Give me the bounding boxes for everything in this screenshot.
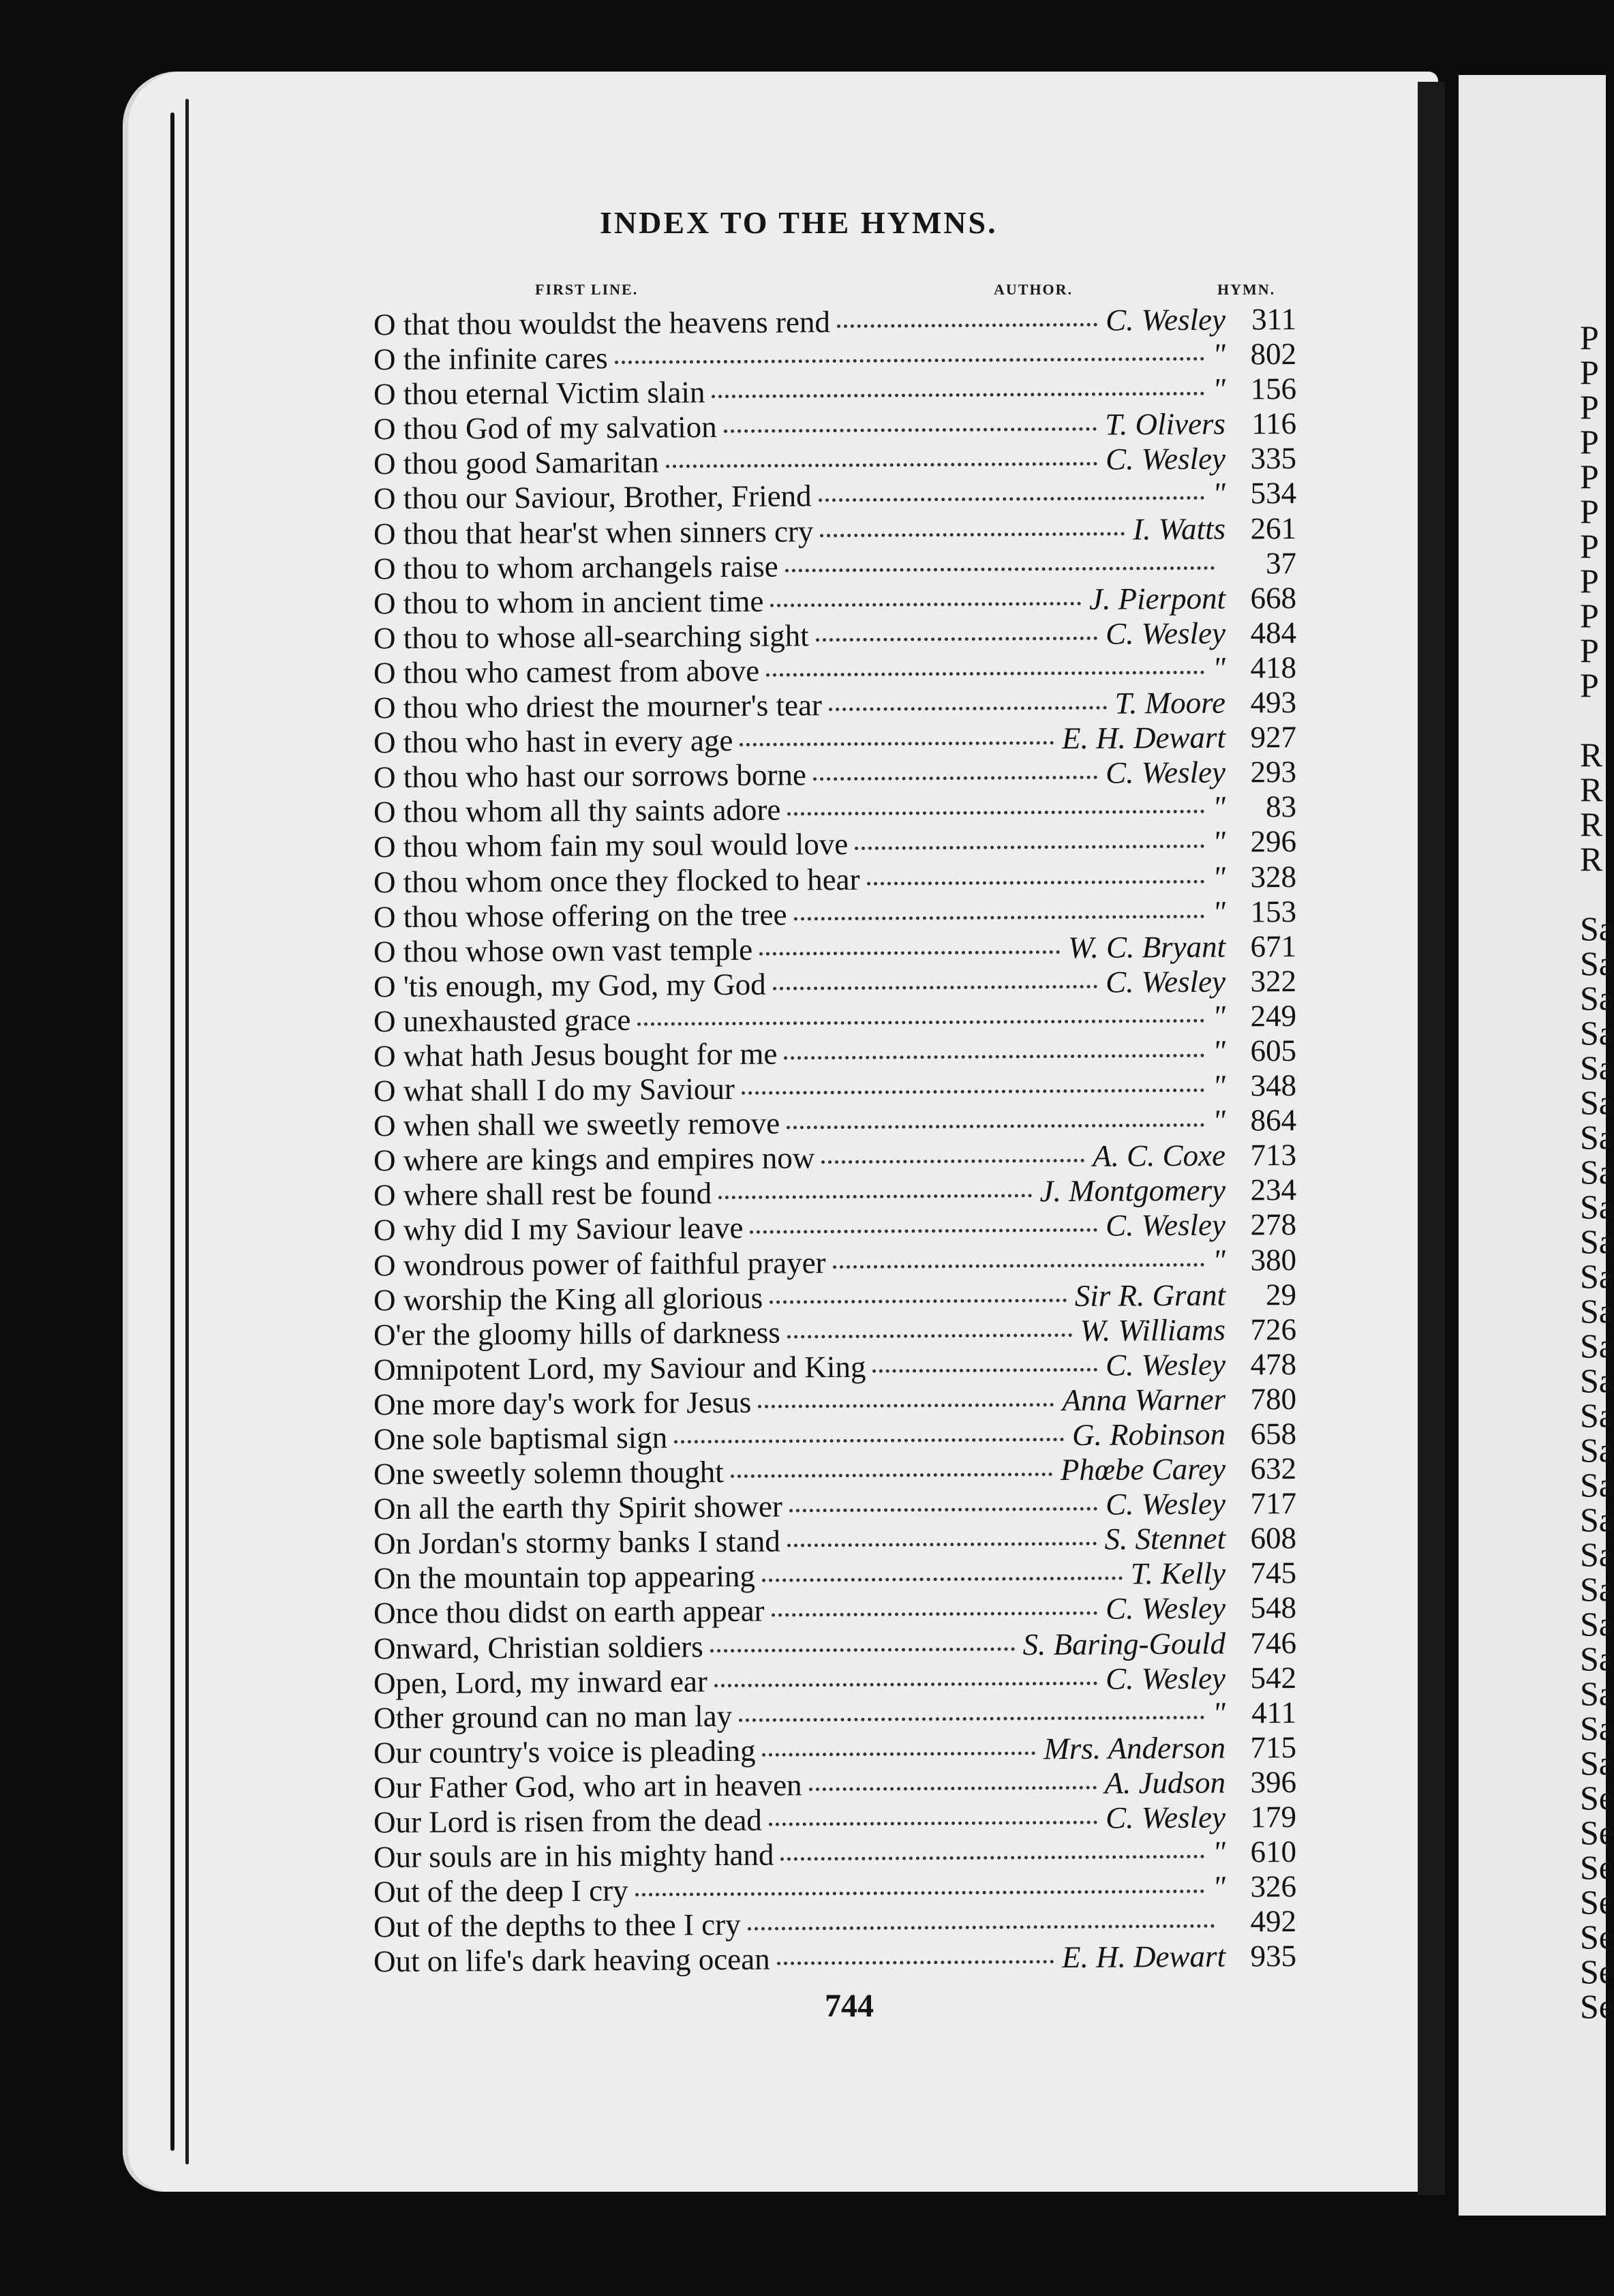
hymn-first-line: O where shall rest be found bbox=[373, 1176, 712, 1213]
hymn-number: 478 bbox=[1250, 1346, 1297, 1382]
hymn-author: " bbox=[1212, 1869, 1226, 1904]
hymn-first-line: One sweetly solemn thought bbox=[373, 1455, 724, 1492]
hymn-number: 668 bbox=[1250, 580, 1297, 616]
facing-page-letter: P bbox=[1580, 631, 1599, 669]
leader-dots bbox=[816, 637, 1097, 642]
column-header-hymn: HYMN. bbox=[1217, 281, 1276, 298]
index-row bbox=[374, 1312, 1314, 1353]
hymn-number: 293 bbox=[1250, 755, 1297, 789]
facing-page-letters bbox=[1580, 320, 1614, 2024]
hymn-number: 296 bbox=[1250, 824, 1297, 859]
index-row bbox=[374, 893, 1314, 934]
hymn-number: 726 bbox=[1250, 1312, 1297, 1347]
hymn-author: Phœbe Carey bbox=[1060, 1451, 1226, 1487]
hymn-number: 717 bbox=[1250, 1486, 1297, 1521]
hymn-author: " bbox=[1212, 789, 1226, 825]
hymn-number: 802 bbox=[1250, 337, 1297, 372]
index-row bbox=[374, 580, 1314, 621]
hymn-author: J. Montgomery bbox=[1039, 1173, 1226, 1209]
leader-dots bbox=[748, 1924, 1215, 1931]
index-row bbox=[374, 1241, 1314, 1282]
hymn-first-line: O the infinite cares bbox=[373, 341, 608, 377]
leader-dots bbox=[855, 845, 1204, 850]
hymn-first-line: O thou whose offering on the tree bbox=[373, 897, 787, 934]
leader-dots bbox=[789, 1507, 1097, 1513]
hymn-number: 713 bbox=[1250, 1138, 1297, 1173]
index-row bbox=[374, 1451, 1314, 1492]
index-row bbox=[374, 1834, 1314, 1875]
hymn-author: C. Wesley bbox=[1106, 1661, 1226, 1696]
facing-page-letter: Se bbox=[1580, 1883, 1614, 1921]
index-row bbox=[374, 754, 1314, 795]
hymn-author: Anna Warner bbox=[1062, 1382, 1226, 1417]
facing-page-letter: Se bbox=[1580, 1813, 1614, 1852]
facing-page-letter: Sa bbox=[1580, 1188, 1614, 1226]
index-row bbox=[374, 475, 1314, 516]
hymn-number: 328 bbox=[1250, 859, 1297, 894]
facing-page-letter: Sa bbox=[1580, 1048, 1614, 1087]
index-row bbox=[374, 510, 1314, 551]
hymn-author: Sir R. Grant bbox=[1074, 1278, 1226, 1313]
index-row bbox=[374, 963, 1314, 1004]
index-row bbox=[374, 1033, 1314, 1074]
hymn-author: E. H. Dewart bbox=[1061, 1939, 1226, 1975]
index-row bbox=[374, 1346, 1314, 1387]
hymn-first-line: Out on life's dark heaving ocean bbox=[373, 1942, 770, 1979]
index-row bbox=[374, 1102, 1314, 1143]
leader-dots bbox=[821, 1159, 1084, 1164]
facing-page-letter: Sa bbox=[1580, 1222, 1614, 1260]
hymn-first-line: O thou whom all thy saints adore bbox=[373, 792, 781, 830]
facing-page-letter: R bbox=[1580, 736, 1603, 774]
leader-dots bbox=[769, 1821, 1097, 1826]
hymn-number: 335 bbox=[1250, 441, 1297, 476]
index-row bbox=[374, 615, 1314, 656]
index-row bbox=[374, 1729, 1314, 1770]
hymn-author: T. Kelly bbox=[1130, 1556, 1226, 1591]
facing-page-letter: P bbox=[1580, 596, 1599, 635]
hymn-first-line: O why did I my Saviour leave bbox=[373, 1211, 744, 1248]
hymn-author: C. Wesley bbox=[1106, 964, 1226, 999]
leader-dots bbox=[787, 1542, 1097, 1547]
facing-page-letter: Se bbox=[1580, 1779, 1614, 1817]
leader-dots bbox=[829, 706, 1107, 711]
facing-page-letter: P bbox=[1580, 388, 1599, 426]
hymn-author: " bbox=[1212, 824, 1226, 860]
hymn-author: C. Wesley bbox=[1106, 441, 1226, 477]
facing-page-letter: Sa bbox=[1580, 1674, 1614, 1712]
hymn-first-line: O when shall we sweetly remove bbox=[373, 1106, 780, 1143]
hymn-author: C. Wesley bbox=[1106, 1486, 1226, 1522]
hymn-first-line: O thou to whose all-searching sight bbox=[373, 618, 809, 656]
index-row bbox=[374, 1068, 1314, 1108]
hymn-author: Mrs. Anderson bbox=[1044, 1730, 1226, 1766]
hymn-author: " bbox=[1212, 1695, 1226, 1730]
hymn-number: 311 bbox=[1251, 301, 1297, 337]
hymn-author: " bbox=[1212, 1103, 1226, 1138]
hymn-number: 322 bbox=[1250, 963, 1297, 999]
leader-dots bbox=[813, 776, 1097, 781]
hymn-number: 156 bbox=[1250, 372, 1297, 406]
facing-page-letter: R bbox=[1580, 805, 1603, 843]
facing-page-letter: Sa bbox=[1580, 909, 1614, 948]
hymn-number: 608 bbox=[1250, 1521, 1297, 1556]
leader-dots bbox=[787, 1333, 1072, 1339]
facing-page-letter: P bbox=[1580, 562, 1599, 600]
facing-page-letter: Se bbox=[1580, 1987, 1614, 2025]
leader-dots bbox=[762, 1577, 1123, 1582]
facing-page-letter: P bbox=[1580, 318, 1599, 357]
index-row bbox=[374, 545, 1314, 586]
hymn-number: 927 bbox=[1250, 720, 1297, 755]
facing-page-letter: Se bbox=[1580, 1848, 1614, 1886]
leader-dots bbox=[766, 671, 1204, 677]
facing-page-letter: Sa bbox=[1580, 1466, 1614, 1504]
hymn-author: T. Moore bbox=[1114, 685, 1226, 721]
hymn-number: 746 bbox=[1250, 1625, 1297, 1660]
hymn-author: " bbox=[1212, 1068, 1226, 1103]
leader-dots bbox=[820, 532, 1125, 537]
leader-dots bbox=[770, 602, 1081, 607]
facing-page-letter: Sa bbox=[1580, 1744, 1614, 1782]
facing-page-letter: Sa bbox=[1580, 1361, 1614, 1400]
hymn-author: C. Wesley bbox=[1106, 302, 1226, 337]
hymn-number: 715 bbox=[1250, 1729, 1297, 1765]
facing-page-letter: Se bbox=[1580, 1918, 1614, 1956]
leader-dots bbox=[867, 879, 1204, 885]
leader-dots bbox=[780, 1855, 1204, 1861]
hymn-first-line: Other ground can no man lay bbox=[373, 1698, 733, 1735]
index-row bbox=[374, 789, 1314, 830]
hymn-number: 864 bbox=[1250, 1103, 1297, 1138]
leader-dots bbox=[712, 392, 1204, 398]
hymn-first-line: Omnipotent Lord, my Saviour and King bbox=[373, 1349, 866, 1387]
hymn-author: A. C. Coxe bbox=[1092, 1138, 1226, 1174]
hymn-author: C. Wesley bbox=[1106, 1208, 1226, 1243]
hymn-first-line: Onward, Christian soldiers bbox=[373, 1629, 703, 1665]
index-row bbox=[374, 1485, 1314, 1526]
facing-page-letter: Sa bbox=[1580, 1605, 1614, 1643]
hymn-number: 411 bbox=[1251, 1695, 1297, 1730]
hymn-first-line: Out of the depths to thee I cry bbox=[373, 1907, 741, 1944]
hymn-author: W. Williams bbox=[1080, 1312, 1226, 1348]
hymn-first-line: O wondrous power of faithful prayer bbox=[373, 1245, 826, 1282]
hymn-author: G. Robinson bbox=[1071, 1417, 1226, 1452]
index-row bbox=[374, 1764, 1314, 1805]
facing-page-letter bbox=[1580, 877, 1614, 911]
facing-page-letter: Sa bbox=[1580, 1083, 1614, 1121]
hymn-index-list bbox=[373, 301, 1314, 1979]
hymn-author: C. Wesley bbox=[1106, 1800, 1226, 1835]
hymn-number: 548 bbox=[1250, 1590, 1297, 1625]
hymn-first-line: O thou eternal Victim slain bbox=[373, 375, 705, 412]
index-row bbox=[374, 684, 1314, 725]
leader-dots bbox=[787, 1123, 1204, 1130]
index-row bbox=[374, 1695, 1314, 1736]
hymn-author: " bbox=[1212, 860, 1226, 894]
facing-page-letter: Sa bbox=[1580, 1570, 1614, 1608]
hymn-number: 116 bbox=[1251, 406, 1297, 441]
leader-dots bbox=[710, 1647, 1015, 1652]
facing-page-letter: Sa bbox=[1580, 1257, 1614, 1295]
leader-dots bbox=[637, 1019, 1204, 1026]
hymn-author: E. H. Dewart bbox=[1061, 720, 1226, 756]
leader-dots bbox=[809, 1786, 1097, 1792]
hymn-number: 249 bbox=[1250, 998, 1297, 1033]
leader-dots bbox=[837, 323, 1097, 328]
hymn-author: C. Wesley bbox=[1106, 616, 1226, 651]
leader-dots bbox=[794, 914, 1204, 920]
index-row bbox=[374, 1659, 1314, 1700]
hymn-first-line: O thou God of my salvation bbox=[373, 410, 717, 447]
leader-dots bbox=[785, 566, 1215, 572]
hymn-first-line: O thou whom once they flocked to hear bbox=[373, 862, 860, 899]
leader-dots bbox=[666, 462, 1097, 468]
leader-dots bbox=[615, 357, 1204, 364]
facing-page-letter: Sa bbox=[1580, 1014, 1614, 1052]
column-header-author: AUTHOR. bbox=[994, 281, 1074, 298]
hymn-author: W. C. Bryant bbox=[1067, 929, 1226, 965]
index-row bbox=[374, 1799, 1314, 1840]
index-row bbox=[374, 998, 1314, 1039]
facing-page-letter: Sa bbox=[1580, 1431, 1614, 1469]
facing-page-letter: R bbox=[1580, 770, 1603, 809]
leader-dots bbox=[872, 1368, 1097, 1373]
index-row bbox=[374, 1590, 1314, 1631]
leader-dots bbox=[772, 1612, 1097, 1617]
hymn-first-line: One more day's work for Jesus bbox=[373, 1385, 752, 1422]
leader-dots bbox=[714, 1681, 1097, 1687]
index-row bbox=[374, 1625, 1314, 1665]
hymn-first-line: Open, Lord, my inward ear bbox=[373, 1663, 708, 1700]
index-row bbox=[374, 650, 1314, 691]
facing-page-letter: Sa bbox=[1580, 1709, 1614, 1747]
index-row bbox=[374, 406, 1314, 447]
hymn-first-line: O thou who driest the mourner's tear bbox=[373, 688, 823, 725]
index-row bbox=[374, 1555, 1314, 1596]
hymn-first-line: One sole baptismal sign bbox=[373, 1420, 668, 1457]
hymn-author: I. Watts bbox=[1132, 511, 1226, 546]
leader-dots bbox=[773, 985, 1097, 991]
facing-page-letter: Sa bbox=[1580, 979, 1614, 1017]
leader-dots bbox=[762, 1751, 1035, 1756]
hymn-number: 484 bbox=[1250, 615, 1297, 650]
hymn-number: 745 bbox=[1250, 1556, 1297, 1590]
facing-page-letter: Sa bbox=[1580, 1640, 1614, 1678]
hymn-first-line: O what hath Jesus bought for me bbox=[373, 1036, 778, 1074]
hymn-number: 418 bbox=[1250, 650, 1297, 685]
hymn-author: " bbox=[1212, 477, 1226, 511]
index-row bbox=[374, 719, 1314, 760]
book-gutter bbox=[1418, 82, 1445, 2195]
hymn-number: 153 bbox=[1250, 894, 1297, 928]
facing-page-letter: Sa bbox=[1580, 1118, 1614, 1156]
index-row bbox=[374, 928, 1314, 969]
index-row bbox=[374, 1938, 1314, 1979]
hymn-author: " bbox=[1212, 650, 1226, 685]
hymn-first-line: O thou who camest from above bbox=[373, 653, 760, 691]
hymn-number: 935 bbox=[1250, 1939, 1297, 1974]
hymn-number: 234 bbox=[1250, 1173, 1297, 1207]
leader-dots bbox=[731, 1472, 1052, 1478]
hymn-number: 610 bbox=[1250, 1834, 1297, 1869]
facing-page-letter: P bbox=[1580, 666, 1599, 704]
index-row bbox=[374, 1137, 1314, 1178]
facing-page-letter: Se bbox=[1580, 1952, 1614, 1991]
hymn-author: " bbox=[1212, 372, 1226, 406]
hymn-first-line: O unexhausted grace bbox=[373, 1002, 631, 1039]
index-row bbox=[374, 1869, 1314, 1909]
hymn-first-line: O thou good Samaritan bbox=[373, 445, 659, 481]
hymn-author: " bbox=[1212, 337, 1226, 372]
hymn-author: T. Olivers bbox=[1105, 406, 1226, 442]
hymn-number: 780 bbox=[1250, 1381, 1297, 1417]
facing-page-letter: Sa bbox=[1580, 1500, 1614, 1539]
facing-page-letter: Sa bbox=[1580, 1396, 1614, 1434]
index-row bbox=[374, 371, 1314, 412]
hymn-first-line: O thou our Saviour, Brother, Friend bbox=[373, 479, 812, 516]
hymn-first-line: O thou who hast in every age bbox=[373, 723, 733, 760]
index-row bbox=[374, 1207, 1314, 1248]
leader-dots bbox=[770, 1299, 1067, 1304]
hymn-first-line: O where are kings and empires now bbox=[373, 1141, 815, 1178]
facing-page-letter: Sa bbox=[1580, 1153, 1614, 1191]
hymn-first-line: Once thou didst on earth appear bbox=[373, 1594, 765, 1631]
leader-dots bbox=[759, 950, 1060, 956]
leader-dots bbox=[777, 1961, 1054, 1965]
leader-dots bbox=[750, 1228, 1097, 1234]
hymn-first-line: Our country's voice is pleading bbox=[373, 1733, 756, 1770]
leader-dots bbox=[635, 1890, 1204, 1897]
hymn-first-line: O'er the gloomy hills of darkness bbox=[373, 1315, 780, 1352]
hymn-author: J. Pierpont bbox=[1088, 581, 1226, 616]
hymn-first-line: Our Father God, who art in heaven bbox=[373, 1768, 802, 1805]
leader-dots bbox=[758, 1403, 1054, 1408]
facing-page-letter: P bbox=[1580, 527, 1599, 565]
hymn-first-line: O thou who hast our sorrows borne bbox=[373, 757, 807, 795]
hymn-author: C. Wesley bbox=[1106, 1347, 1226, 1383]
leader-dots bbox=[739, 1716, 1204, 1722]
hymn-first-line: On all the earth thy Spirit shower bbox=[373, 1489, 783, 1526]
hymn-number: 83 bbox=[1265, 789, 1297, 824]
hymn-author: C. Wesley bbox=[1106, 755, 1226, 790]
hymn-first-line: Our souls are in his mighty hand bbox=[373, 1837, 774, 1875]
index-row bbox=[374, 1276, 1314, 1317]
page-border-line-outer bbox=[185, 99, 189, 2164]
hymn-number: 493 bbox=[1250, 684, 1297, 720]
hymn-number: 492 bbox=[1250, 1904, 1297, 1939]
hymn-author: " bbox=[1212, 894, 1226, 929]
leader-dots bbox=[742, 1089, 1204, 1095]
index-row bbox=[374, 1903, 1314, 1944]
hymn-number: 605 bbox=[1250, 1033, 1297, 1068]
hymn-first-line: Out of the deep I cry bbox=[373, 1873, 628, 1909]
hymn-number: 326 bbox=[1250, 1869, 1297, 1904]
hymn-first-line: O thou that hear'st when sinners cry bbox=[373, 513, 814, 551]
facing-page-letter: P bbox=[1580, 423, 1599, 461]
index-row bbox=[374, 440, 1314, 481]
hymn-author: S. Baring-Gould bbox=[1022, 1626, 1226, 1661]
facing-page-letter: P bbox=[1580, 353, 1599, 391]
page-title: INDEX TO THE HYMNS. bbox=[600, 205, 998, 240]
index-row bbox=[374, 1381, 1314, 1422]
index-row bbox=[374, 824, 1314, 864]
leader-dots bbox=[724, 427, 1097, 433]
leader-dots bbox=[787, 810, 1204, 816]
hymn-first-line: On the mountain top appearing bbox=[373, 1559, 756, 1596]
leader-dots bbox=[833, 1263, 1204, 1268]
leader-dots bbox=[819, 496, 1204, 502]
index-row bbox=[374, 1416, 1314, 1457]
hymn-number: 380 bbox=[1250, 1242, 1297, 1277]
leader-dots bbox=[674, 1438, 1064, 1443]
index-row bbox=[374, 1172, 1314, 1213]
hymn-number: 396 bbox=[1250, 1764, 1297, 1800]
hymn-number: 671 bbox=[1250, 928, 1297, 964]
hymn-first-line: Our Lord is risen from the dead bbox=[373, 1802, 763, 1840]
hymn-author: " bbox=[1212, 999, 1226, 1033]
facing-page-letter: R bbox=[1580, 840, 1603, 878]
hymn-author: S. Stennet bbox=[1104, 1521, 1226, 1556]
hymn-number: 29 bbox=[1265, 1277, 1297, 1312]
hymn-first-line: O that thou wouldst the heavens rend bbox=[373, 305, 831, 342]
facing-page-letter: Sa bbox=[1580, 1327, 1614, 1365]
facing-page-letter: P bbox=[1580, 457, 1599, 496]
hymn-number: 179 bbox=[1250, 1799, 1297, 1834]
hymn-number: 534 bbox=[1250, 476, 1297, 511]
facing-page-letter bbox=[1580, 703, 1614, 738]
hymn-first-line: O worship the King all glorious bbox=[373, 1280, 763, 1317]
hymn-first-line: On Jordan's stormy banks I stand bbox=[373, 1524, 780, 1561]
index-row bbox=[374, 336, 1314, 377]
facing-page-letter: Sa bbox=[1580, 944, 1614, 982]
hymn-first-line: O thou whom fain my soul would love bbox=[373, 827, 849, 864]
hymn-author: " bbox=[1212, 1033, 1226, 1068]
hymn-number: 348 bbox=[1250, 1068, 1297, 1103]
facing-page-letter: Sa bbox=[1580, 1292, 1614, 1330]
page-number: 744 bbox=[825, 1988, 874, 2024]
hymn-number: 542 bbox=[1250, 1660, 1297, 1695]
index-row bbox=[374, 858, 1314, 899]
hymn-first-line: O thou to whom in ancient time bbox=[373, 584, 764, 620]
leader-dots bbox=[718, 1194, 1032, 1200]
hymn-author: " bbox=[1212, 1834, 1226, 1869]
column-header-first-line: FIRST LINE. bbox=[535, 281, 639, 298]
facing-page-letter: Sa bbox=[1580, 1535, 1614, 1573]
hymn-first-line: O what shall I do my Saviour bbox=[373, 1072, 735, 1108]
hymn-author: A. Judson bbox=[1104, 1765, 1226, 1800]
hymn-first-line: O thou to whom archangels raise bbox=[373, 549, 778, 586]
hymn-author: C. Wesley bbox=[1106, 1591, 1226, 1627]
hymn-author: " bbox=[1212, 1243, 1226, 1278]
leader-dots bbox=[784, 1054, 1204, 1060]
hymn-number: 632 bbox=[1250, 1451, 1297, 1486]
hymn-number: 261 bbox=[1250, 511, 1297, 545]
hymn-number: 658 bbox=[1250, 1416, 1297, 1451]
index-row bbox=[374, 301, 1314, 342]
index-row bbox=[374, 1520, 1314, 1561]
facing-page-letter: P bbox=[1580, 492, 1599, 530]
hymn-number: 37 bbox=[1265, 545, 1297, 580]
hymn-number: 278 bbox=[1250, 1207, 1297, 1242]
page-border-line bbox=[170, 112, 174, 2151]
hymn-first-line: O thou whose own vast temple bbox=[373, 932, 753, 969]
leader-dots bbox=[740, 741, 1054, 746]
hymn-first-line: O 'tis enough, my God, my God bbox=[373, 967, 766, 1003]
